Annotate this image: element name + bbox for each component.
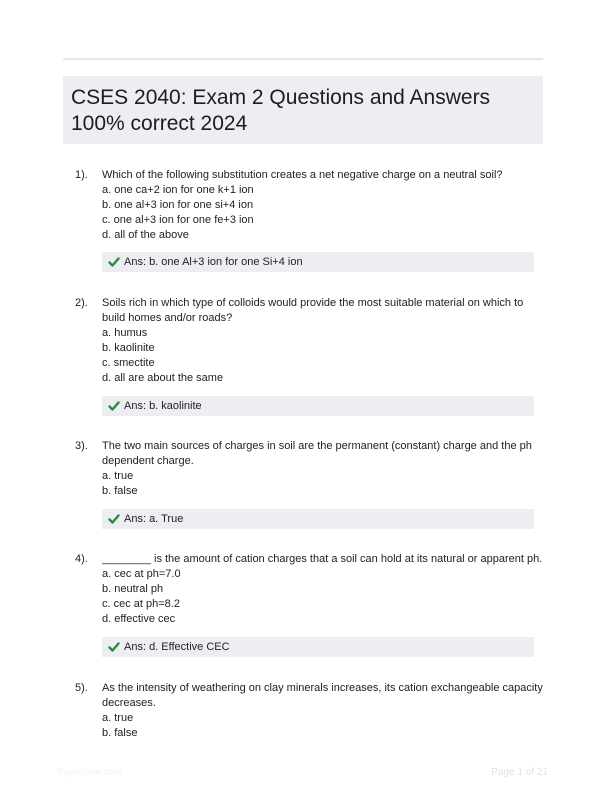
option-b: b. one al+3 ion for one si+4 ion [102, 199, 254, 211]
question-text: The two main sources of charges in soil are the permanent (constant) charge and the ph [102, 440, 532, 452]
option-a: a. one ca+2 ion for one k+1 ion [102, 184, 254, 196]
question-number: 3). [75, 440, 88, 452]
option-b: b. false [102, 485, 138, 497]
title-banner [63, 76, 543, 144]
check-icon [108, 400, 120, 412]
question-text: build homes and/or roads? [102, 312, 233, 324]
option-a: a. true [102, 712, 134, 724]
answer-box [102, 637, 534, 657]
footer-watermark: PaperSible.com [58, 767, 122, 777]
option-c: c. one al+3 ion for one fe+3 ion [102, 214, 254, 226]
question-text: decreases. [102, 697, 156, 709]
check-icon [108, 641, 120, 653]
top-divider [63, 58, 543, 60]
question-text: ________ is the amount of cation charges that a soil can hold at its natural or apparent ph. [102, 553, 543, 565]
document-title-line-2: 100% correct 2024 [71, 112, 248, 135]
question-body [102, 681, 543, 741]
answer-box [102, 396, 534, 416]
option-d: d. effective cec [102, 613, 176, 625]
option-a: a. true [102, 470, 134, 482]
question-number: 2). [75, 297, 88, 309]
option-a: a. cec at ph=7.0 [102, 568, 181, 580]
option-d: d. all of the above [102, 229, 189, 241]
check-icon [108, 513, 120, 525]
answer-text: Ans: b. one Al+3 ion for one Si+4 ion [124, 255, 303, 268]
check-icon [108, 256, 120, 268]
question-body [102, 296, 537, 386]
question-text: As the intensity of weathering on clay minerals increases, its cation exchangeable capacity [102, 682, 543, 694]
question-body [102, 439, 537, 499]
question-body [102, 552, 543, 627]
answer-box [102, 252, 534, 272]
question-text: Soils rich in which type of colloids would provide the most suitable material on which to [102, 297, 524, 309]
page-indicator: Page 1 of 21 [491, 767, 548, 778]
answer-text: Ans: b. kaolinite [124, 399, 202, 412]
question-number: 1). [75, 169, 88, 181]
option-c: c. cec at ph=8.2 [102, 598, 180, 610]
question-body [102, 168, 537, 243]
option-b: b. kaolinite [102, 342, 155, 354]
question-text: dependent charge. [102, 455, 194, 467]
question-number: 5). [75, 682, 88, 694]
answer-text: Ans: a. True [124, 512, 184, 525]
question-text: Which of the following substitution creates a net negative charge on a neutral soil? [102, 169, 503, 181]
option-b: b. neutral ph [102, 583, 164, 595]
answer-text: Ans: d. Effective CEC [124, 640, 230, 653]
answer-box [102, 509, 534, 529]
option-a: a. humus [102, 327, 148, 339]
option-b: b. false [102, 727, 138, 739]
document-title-line-1: CSES 2040: Exam 2 Questions and Answers [71, 86, 491, 109]
option-d: d. all are about the same [102, 372, 224, 384]
option-c: c. smectite [102, 357, 155, 369]
question-number: 4). [75, 553, 88, 565]
